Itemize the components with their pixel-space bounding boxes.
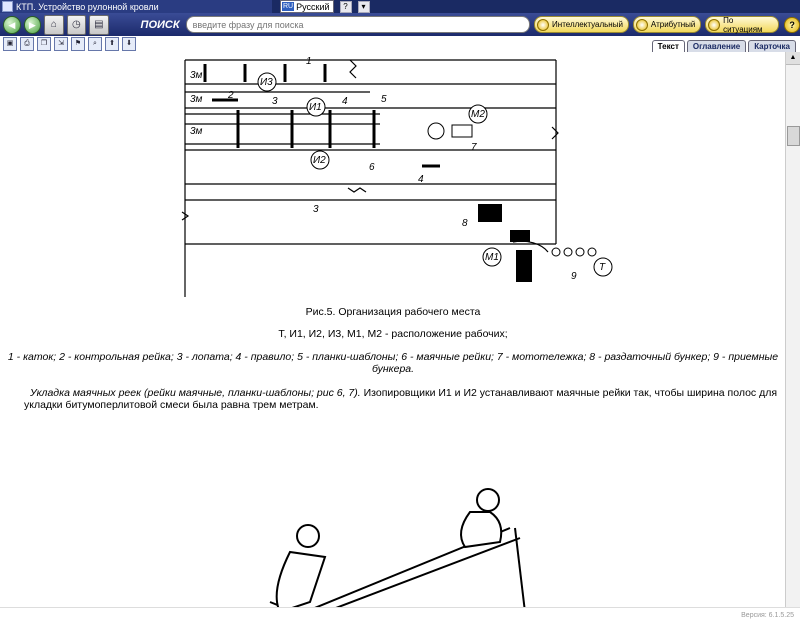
figure-legend: 1 - каток; 2 - контрольная рейка; 3 - лопата; 4 - правило; 5 - планки-шаблоны; 6 - маячные рейки; 7 - мототележка; 8 - раздаточный бункер; 9 - приемные бункера. — [7, 351, 779, 375]
label-2: 2 — [228, 90, 234, 101]
label-3b: 3 — [313, 204, 319, 215]
label-t: Т — [599, 262, 606, 273]
tab-text[interactable]: Текст — [652, 40, 685, 53]
label-9: 9 — [571, 271, 577, 282]
situation-search-button[interactable] — [705, 16, 779, 33]
label-6: 6 — [369, 162, 375, 173]
app-icon — [2, 1, 13, 12]
title-bar — [0, 0, 800, 13]
attribute-search-button[interactable] — [633, 16, 701, 33]
language-flag-icon: RU — [283, 3, 294, 10]
figure-caption: Рис.5. Организация рабочего места — [305, 306, 481, 318]
tab-contents[interactable]: Оглавление — [687, 40, 746, 53]
bulb-icon — [636, 19, 648, 31]
label-4a: 4 — [342, 96, 348, 107]
document-content — [0, 52, 786, 608]
label-8: 8 — [462, 218, 468, 229]
label-i3: И3 — [260, 77, 273, 88]
label-5: 5 — [381, 94, 387, 105]
intelligent-search-label: Интеллектуальный — [552, 20, 623, 29]
label-7: 7 — [471, 142, 477, 153]
paragraph-text: Изопировщики И1 и И2 устанавливают маячные рейки так, чтобы ширина полос для укладки битумоперлитовой смеси была равна трем метрам. — [24, 387, 778, 411]
main-toolbar — [0, 13, 800, 36]
paragraph-lead: Укладка маячных реек (рейки маячные, планки-шаблоны; рис 6, 7). — [30, 387, 361, 399]
label-i2: И2 — [313, 155, 326, 166]
label-3m-2: 3м — [190, 94, 203, 105]
intelligent-search-button[interactable] — [534, 16, 629, 33]
export-icon[interactable]: ⇲ — [54, 37, 68, 51]
window-title: КТП. Устройство рулонной кровли — [16, 1, 159, 12]
language-label: Русский — [296, 1, 330, 12]
home-icon[interactable]: ⌂ — [44, 15, 63, 35]
history-icon[interactable]: ◷ — [67, 15, 86, 35]
attribute-search-label: Атрибутный — [650, 20, 696, 29]
search-label: ПОИСК — [140, 18, 180, 31]
status-bar — [0, 607, 800, 620]
back-button[interactable]: ◀ — [3, 16, 21, 34]
work-area-diagram — [0, 52, 786, 302]
help-button[interactable]: ? — [784, 17, 800, 33]
vertical-scrollbar[interactable] — [785, 52, 800, 608]
label-1: 1 — [306, 56, 312, 67]
language-selector[interactable] — [280, 0, 334, 13]
workers-illustration — [0, 432, 786, 608]
copy-icon[interactable]: ❐ — [37, 37, 51, 51]
label-3a: 3 — [272, 96, 278, 107]
save-icon[interactable]: ▣ — [3, 37, 17, 51]
forward-button[interactable]: ▶ — [24, 16, 42, 34]
label-3m-1: 3м — [190, 70, 203, 81]
title-help-button[interactable]: ? — [340, 1, 352, 13]
label-3m-3: 3м — [190, 126, 203, 137]
window-title-area — [0, 0, 272, 13]
label-m2: М2 — [471, 109, 485, 120]
title-menu-button[interactable]: ▾ — [358, 1, 370, 13]
situation-search-label: По ситуациям — [723, 15, 763, 34]
body-paragraph — [24, 387, 784, 411]
label-m1: М1 — [485, 252, 499, 263]
label-i1: И1 — [309, 102, 322, 113]
scroll-up-icon[interactable]: ⬆ — [105, 37, 119, 51]
bulb-icon — [708, 19, 720, 31]
find-icon[interactable]: ⌕ — [88, 37, 102, 51]
figure-workers: Т, И1, И2, И3, М1, М2 - расположение рабочих; — [278, 328, 508, 340]
label-4b: 4 — [418, 174, 424, 185]
bookmark-icon[interactable]: ⚑ — [71, 37, 85, 51]
version-text: Версия: 6.1.5.25 — [741, 612, 794, 619]
bulb-icon — [537, 19, 549, 31]
scroll-up-arrow[interactable]: ▲ — [786, 52, 800, 65]
scroll-down-icon[interactable]: ⬇ — [122, 37, 136, 51]
tab-card[interactable]: Карточка — [748, 40, 796, 53]
search-input[interactable] — [186, 16, 530, 33]
folder-icon[interactable]: ▤ — [89, 15, 108, 35]
print-icon[interactable]: ⎙ — [20, 37, 34, 51]
scrollbar-thumb[interactable] — [787, 126, 800, 146]
